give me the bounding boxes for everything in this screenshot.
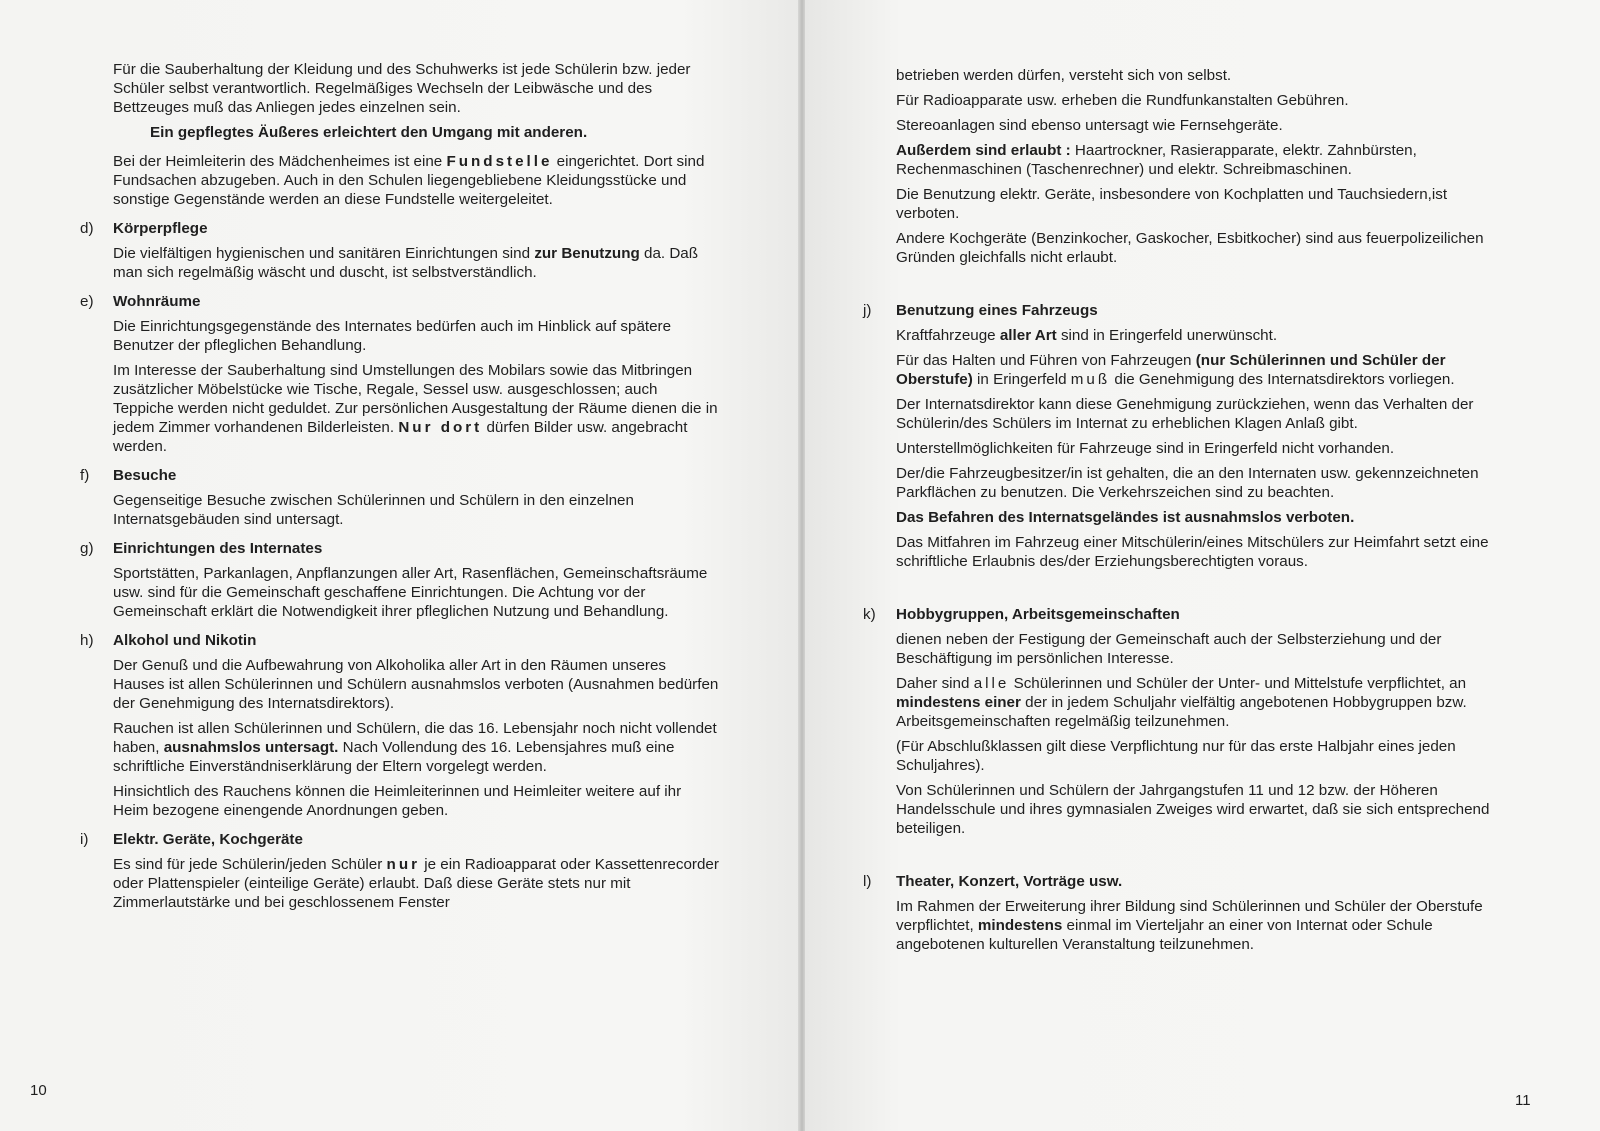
section-heading-e: e) Wohnräume [80, 293, 201, 310]
right-page [805, 0, 1600, 1131]
geraete-paragraph: Es sind für jede Schülerin/jeden Schüler nur je ein Radioapparat oder Kassettenrecorder oder Plattenspieler (einteilige Geräte) erlaubt. Daß diese Geräte stets nur mit Zimmerlautstärke und bei geschlossenem Fenster [113, 856, 719, 911]
page-number-right: 11 [1515, 1092, 1531, 1109]
section-heading-g: g) Einrichtungen des Internates [80, 540, 323, 557]
radio-continued: betrieben werden dürfen, versteht sich von selbst. [896, 67, 1232, 84]
erlaubt-paragraph: Außerdem sind erlaubt : Haartrockner, Rasierapparate, elektr. Zahnbürsten, Rechenmaschinen (Taschenrechner) und elektr. Schreibmaschinen. [896, 142, 1417, 178]
rauchen-paragraph: Rauchen ist allen Schülerinnen und Schülern, die das 16. Lebensjahr noch nicht vollendet haben, ausnahmslos untersagt. Nach Vollendung des 16. Lebensjahres muß eine schriftliche Einverständniserklärung der Eltern vorgelegt werden. [113, 720, 717, 775]
alkohol-paragraph: Der Genuß und die Aufbewahrung von Alkoholika aller Art in den Räumen unseres Hauses ist allen Schülerinnen und Schülern ausnahmslos verboten (Ausnahmen bedürfen der Genehmigung des Internatsdirektors). [113, 657, 719, 712]
wohnraeume-paragraph-2: Im Interesse der Sauberhaltung sind Umstellungen des Mobilars sowie das Mitbringen zusätzlicher Möbelstücke wie Tische, Regale, Sessel usw. ausgeschlossen; auch Teppiche werden nicht geduldet. Zur persönlichen Ausgestaltung der Räume dienen die in jedem Zimmer vorhandenen Bilderleisten. Nur dort dürfen Bilder usw. angebracht werden. [113, 362, 718, 455]
fundstelle-paragraph: Bei der Heimleiterin des Mädchenheimes ist eine Fundstelle eingerichtet. Dort sind Fundsachen abzugeben. Auch in den Schulen liegengebliebene Kleidungsstücke und sonstige Gegenstände werden an diese Fundstelle weitergeleitet. [113, 153, 705, 208]
genehmigung-paragraph: Für das Halten und Führen von Fahrzeugen (nur Schülerinnen und Schüler der Oberstufe) in Eringerfeld muß die Genehmigung des Internatsdirektors vorliegen. [896, 352, 1455, 388]
mitfahren-paragraph: Das Mitfahren im Fahrzeug einer Mitschülerin/eines Mitschülers zur Heimfahrt setzt eine schriftliche Erlaubnis des/der Erziehungsberechtigten voraus. [896, 534, 1489, 570]
section-heading-j: j) Benutzung eines Fahrzeugs [863, 302, 1098, 319]
section-heading-f: f) Besuche [80, 467, 177, 484]
einrichtungen-paragraph: Sportstätten, Parkanlagen, Anpflanzungen aller Art, Rasenflächen, Gemeinschaftsräume usw. sind für die Gemeinschaft geschaffene Einrichtungen. Die Achtung vor der Gemeinschaft erklärt die Notwendigkeit ihrer pfleglichen Nutzung und Behandlung. [113, 565, 708, 620]
rauchen-heim-paragraph: Hinsichtlich des Rauchens können die Heimleiterinnen und Heimleiter weitere auf ihr Heim bezogene einengende Anordnungen geben. [113, 783, 682, 819]
besuche-paragraph: Gegenseitige Besuche zwischen Schülerinnen und Schülern in den einzelnen Internatsgebäuden sind untersagt. [113, 492, 634, 528]
kochgeraete-paragraph: Andere Kochgeräte (Benzinkocher, Gaskocher, Esbitkocher) sind aus feuerpolizeilichen Gründen gleichfalls nicht erlaubt. [896, 230, 1484, 266]
befahren-verboten: Das Befahren des Internatsgeländes ist ausnahmslos verboten. [896, 509, 1355, 526]
kraftfahrzeuge-paragraph: Kraftfahrzeuge aller Art sind in Eringerfeld unerwünscht. [896, 327, 1278, 344]
section-heading-l: l) Theater, Konzert, Vorträge usw. [863, 873, 1123, 890]
kochplatten-paragraph: Die Benutzung elektr. Geräte, insbesondere von Kochplatten und Tauchsiedern,ist verboten. [896, 186, 1448, 222]
unterstellmoeglichkeiten-paragraph: Unterstellmöglichkeiten für Fahrzeuge sind in Eringerfeld nicht vorhanden. [896, 440, 1395, 457]
left-page-text [80, 60, 720, 918]
hobby-paragraph-1: dienen neben der Festigung der Gemeinschaft auch der Selbsterziehung und der Beschäftigung im persönlichen Interesse. [896, 631, 1442, 667]
theater-paragraph: Im Rahmen der Erweiterung ihrer Bildung sind Schülerinnen und Schüler der Oberstufe verpflichtet, mindestens einmal im Vierteljahr an einer von Internat oder Schule angebotenen kulturellen Veranstaltung teilzunehmen. [896, 898, 1483, 953]
parkflaechen-paragraph: Der/die Fahrzeugbesitzer/in ist gehalten, die an den Internaten usw. gekennzeichneten Parkflächen zu benutzen. Die Verkehrszeichen sind zu beachten. [896, 465, 1479, 501]
stereo-paragraph: Stereoanlagen sind ebenso untersagt wie Fernsehgeräte. [896, 117, 1283, 134]
hobby-paragraph-2: Daher sind alle Schülerinnen und Schüler der Unter- und Mittelstufe verpflichtet, an mindestens einer der in jedem Schuljahr vielfältig angebotenen Hobbygruppen bzw. Arbeitsgemeinschaften regelmäßig teilzunehmen. [896, 675, 1467, 730]
page-number-left: 10 [30, 1082, 47, 1099]
koerperpflege-paragraph: Die vielfältigen hygienischen und sanitären Einrichtungen sind zur Benutzung da. Daß man sich regelmäßig wäscht und duscht, ist selbstverständlich. [113, 245, 699, 281]
intro-paragraph: Für die Sauberhaltung der Kleidung und des Schuhwerks ist jede Schülerin bzw. jeder Schüler selbst verantwortlich. Regelmäßiges Wechseln der Leibwäsche und des Bettzeuges muß das Anliegen jedes einzelnen sein. [113, 61, 691, 116]
motto: Ein gepflegtes Äußeres erleichtert den Umgang mit anderen. [150, 124, 588, 141]
gebuehren-paragraph: Für Radioapparate usw. erheben die Rundfunkanstalten Gebühren. [896, 92, 1349, 109]
section-heading-i: i) Elektr. Geräte, Kochgeräte [80, 831, 303, 848]
section-heading-d: d) Körperpflege [80, 220, 208, 237]
section-heading-k: k) Hobbygruppen, Arbeitsgemeinschaften [863, 606, 1180, 623]
hobby-paragraph-4: Von Schülerinnen und Schülern der Jahrgangstufen 11 und 12 bzw. der Höheren Handelsschule und ihres gymnasialen Zweiges wird erwartet, daß sie sich entsprechend beteiligen. [896, 782, 1490, 837]
wohnraeume-paragraph-1: Die Einrichtungsgegenstände des Internates bedürfen auch im Hinblick auf spätere Benutzer der pfleglichen Behandlung. [113, 318, 672, 354]
hobby-paragraph-3: (Für Abschlußklassen gilt diese Verpflichtung nur für das erste Halbjahr eines jeden Schuljahres). [896, 738, 1456, 774]
zurueckziehen-paragraph: Der Internatsdirektor kann diese Genehmigung zurückziehen, wenn das Verhalten der Schülerin/des Schülers im Internat zu erheblichen Klagen Anlaß gibt. [896, 396, 1474, 432]
section-heading-h: h) Alkohol und Nikotin [80, 632, 257, 649]
right-page-text [863, 66, 1503, 960]
